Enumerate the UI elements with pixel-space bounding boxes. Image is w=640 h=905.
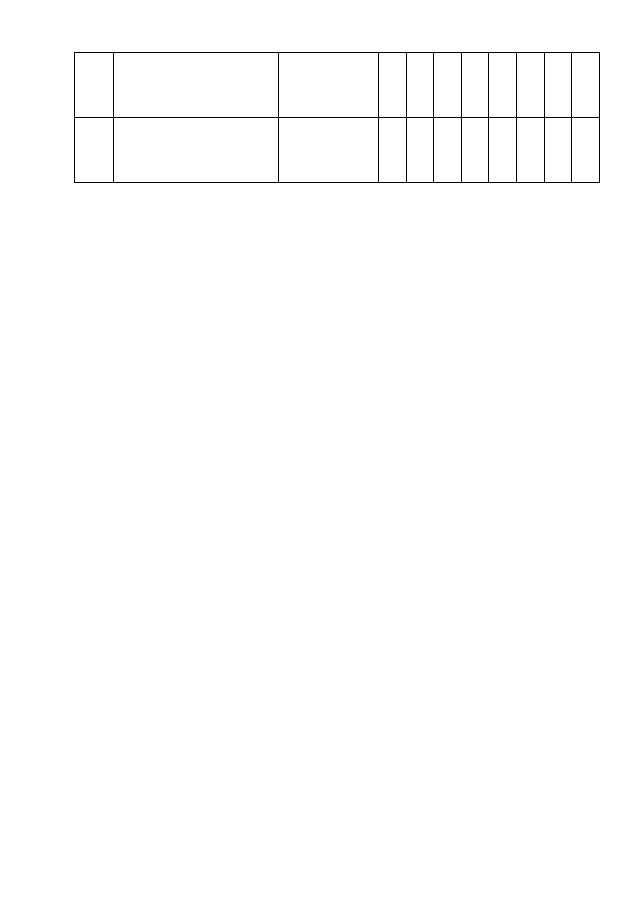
program-table xyxy=(74,52,600,183)
table-row xyxy=(75,118,600,183)
table-cell xyxy=(378,118,406,183)
amendment-text xyxy=(74,203,600,431)
table-cell xyxy=(489,118,517,183)
amendment-paragraph xyxy=(74,317,600,336)
table-cell xyxy=(544,53,572,118)
amendment-paragraph xyxy=(74,355,600,374)
amendment-paragraph xyxy=(74,298,600,317)
table-cell xyxy=(75,118,114,183)
amendment-paragraph xyxy=(74,374,600,393)
table-cell xyxy=(75,53,114,118)
amendment-paragraph xyxy=(74,222,600,241)
table-cell xyxy=(406,118,434,183)
table-cell xyxy=(406,53,434,118)
table-cell xyxy=(378,53,406,118)
table-cell xyxy=(113,118,279,183)
table-cell xyxy=(279,118,378,183)
amendment-paragraph xyxy=(74,203,600,222)
amendment-paragraph xyxy=(74,260,600,279)
table-cell xyxy=(434,53,462,118)
amendment-paragraph xyxy=(74,279,600,298)
table-cell xyxy=(517,53,545,118)
table-cell xyxy=(544,118,572,183)
table-cell xyxy=(572,118,600,183)
program-table-body xyxy=(75,53,600,183)
table-cell xyxy=(517,118,545,183)
amendment-paragraph xyxy=(74,412,600,431)
table-cell xyxy=(113,53,279,118)
table-cell xyxy=(572,53,600,118)
table-cell xyxy=(279,53,378,118)
amendment-paragraph xyxy=(74,393,600,412)
table-cell xyxy=(461,53,489,118)
table-cell xyxy=(434,118,462,183)
table-cell xyxy=(489,53,517,118)
table-row xyxy=(75,53,600,118)
amendment-paragraph xyxy=(74,241,600,260)
table-cell xyxy=(461,118,489,183)
amendment-paragraph xyxy=(74,336,600,355)
